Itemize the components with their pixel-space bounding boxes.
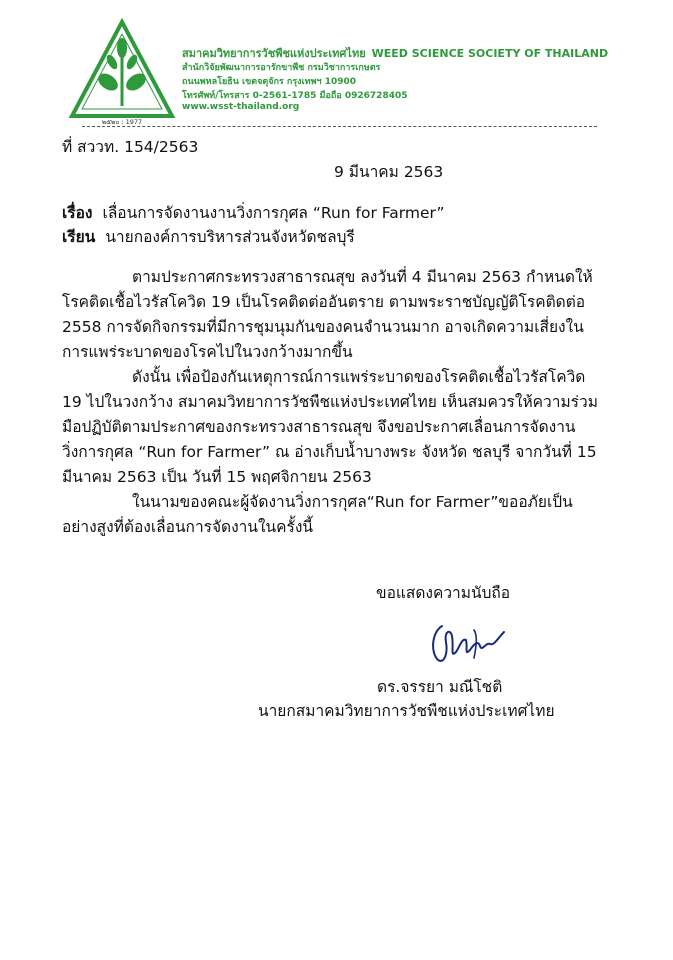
subject-line — [62, 206, 445, 222]
body-line: ตามประกาศกระทรวงสาธารณสุข ลงวันที่ 4 มีนาคม 2563 กำหนดให้ — [132, 268, 593, 286]
letterhead-divider — [82, 126, 597, 127]
recipient-text: นายกองค์การบริหารส่วนจังหวัดชลบุรี — [105, 228, 355, 246]
recipient-line — [62, 230, 355, 246]
closing-phrase: ขอแสดงความนับถือ — [376, 584, 511, 602]
signatory-name: ดร.จรรยา มณีโชติ — [377, 678, 503, 696]
body-line: ในนามของคณะผู้จัดงานวิ่งการกุศล“Run for Farmer”ขออภัยเป็น — [132, 493, 573, 511]
letterhead-phone: โทรศัพท์/โทรสาร 0-2561-1785 มือถือ 0926728405 — [182, 91, 408, 101]
body-line: มือปฏิบัติตามประกาศของกระทรวงสาธารณสุข จึงขอประกาศเลื่อนการจัดงาน — [62, 418, 576, 436]
signatory-title: นายกสมาคมวิทยาการวัชพืชแห่งประเทศไทย — [258, 702, 555, 720]
reference-number: ที่ สววท. 154/2563 — [62, 138, 199, 156]
body-line: วิ่งการกุศล “Run for Farmer” ณ อ่างเก็บน้ำบางพระ จังหวัด ชลบุรี จากวันที่ 15 — [62, 443, 597, 461]
subject-text: เลื่อนการจัดงานงานวิ่งการกุศล “Run for Farmer” — [102, 204, 445, 222]
body-line: โรคติดเชื้อไวรัสโควิด 19 เป็นโรคติดต่ออันตราย ตามพระราชบัญญัติโรคติดต่อ — [62, 293, 586, 311]
society-name-en: WEED SCIENCE SOCIETY OF THAILAND — [371, 47, 609, 60]
recipient-label: เรียน — [62, 228, 96, 246]
society-logo-seal — [68, 18, 176, 126]
subject-label: เรื่อง — [62, 204, 93, 222]
handwritten-signature — [424, 618, 514, 668]
letterhead-address: ถนนพหลโยธิน เขตจตุจักร กรุงเทพฯ 10900 — [182, 77, 357, 87]
body-line: มีนาคม 2563 เป็น วันที่ 15 พฤศจิกายน 2563 — [62, 468, 372, 486]
letter-date: 9 มีนาคม 2563 — [334, 163, 444, 181]
body-line: 19 ไปในวงกว้าง สมาคมวิทยาการวัชพืชแห่งประเทศไทย เห็นสมควรให้ความร่วม — [62, 393, 598, 411]
body-line: ดังนั้น เพื่อป้องกันเหตุการณ์การแพร่ระบาดของโรคติดเชื้อไวรัสโควิด — [132, 368, 586, 386]
body-line: การแพร่ระบาดของโรคไปในวงกว้างมากขึ้น — [62, 343, 353, 361]
body-line: อย่างสูงที่ต้องเลื่อนการจัดงานในครั้งนี้ — [62, 518, 314, 536]
logo-year-text: ๒๕๒๐ : 1977 — [101, 118, 143, 126]
letterhead-office: สำนักวิจัยพัฒนาการอารักขาพืช กรมวิชาการเกษตร — [182, 63, 381, 73]
body-line: 2558 การจัดกิจกรรมที่มีการชุมนุมกันของคนจำนวนมาก อาจเกิดความเสี่ยงใน — [62, 318, 584, 336]
society-name-th: สมาคมวิทยาการวัชพืชแห่งประเทศไทย — [182, 47, 366, 60]
letterhead-website: www.wsst-thailand.org — [182, 102, 300, 112]
